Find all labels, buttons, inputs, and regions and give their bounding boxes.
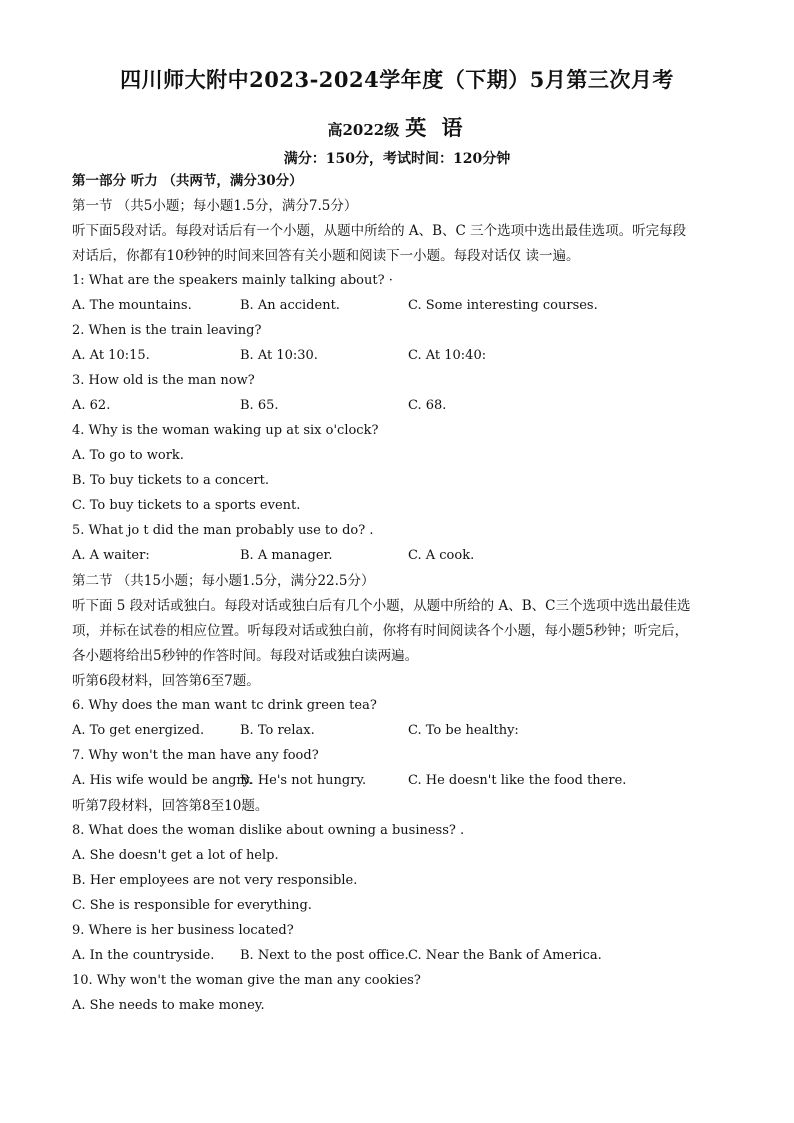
option-b: B. To buy tickets to a concert.	[72, 473, 269, 488]
option-b: B. To relax.	[240, 723, 315, 738]
option-c: C. A cook.	[408, 548, 475, 563]
section2-heading: 第二节 （共15小题；每小题1.5分，满分22.5分）	[72, 573, 375, 589]
question-10: 10. Why won't the woman give the man any cookies?	[72, 973, 421, 988]
question-2: 2. When is the train leaving?	[72, 323, 262, 338]
option-a: A. In the countryside.	[72, 948, 215, 963]
question-3: 3. How old is the man now?	[72, 373, 255, 388]
grade-label: 高2022级	[327, 121, 400, 139]
section2-instructions-1: 听下面 5 段对话或独白。每段对话或独白后有几个小题，从题中所给的 A、B、C三个选项中选出最佳选	[72, 598, 691, 614]
section1-heading: 第一节 （共5小题；每小题1.5分，满分7.5分）	[72, 198, 358, 214]
exam-title: 四川师大附中2023-2024学年度（下期）5月第三次月考	[120, 67, 674, 92]
option-c: C. At 10:40:	[408, 348, 487, 363]
exam-subtitle	[0, 112, 794, 142]
question-8: 8. What does the woman dislike about owning a business? .	[72, 823, 465, 838]
option-b: B. Next to the post office.	[240, 948, 409, 963]
material-7-instruction: 听第7段材料，回答第8至10题。	[72, 798, 269, 814]
question-7: 7. Why won't the man have any food?	[72, 748, 319, 763]
option-a: A. To go to work.	[72, 448, 184, 463]
option-c: C. Some interesting courses.	[408, 298, 598, 313]
option-a: A. His wife would be angry.	[72, 773, 253, 788]
question-5: 5. What jo t did the man probably use to do? .	[72, 523, 374, 538]
subject-label: 英 语	[405, 115, 467, 140]
question-4: 4. Why is the woman waking up at six o'clock?	[72, 423, 379, 438]
option-b: B. At 10:30.	[240, 348, 318, 363]
exam-meta: 满分：150分，考试时间：120分钟	[283, 151, 511, 167]
option-a: A. The mountains.	[72, 298, 192, 313]
option-c: C. 68.	[408, 398, 447, 413]
option-b: B. An accident.	[240, 298, 340, 313]
option-b: B. Her employees are not very responsible.	[72, 873, 358, 888]
part1-heading: 第一部分 听力 （共两节，满分30分）	[72, 173, 303, 189]
option-a: A. 62.	[72, 398, 111, 413]
option-b: B. 65.	[240, 398, 279, 413]
section2-instructions-2: 项，并标在试卷的相应位置。听每段对话或独白前，你将有时间阅读各个小题，每小题5秒钟；听完后，	[72, 623, 689, 639]
material-6-instruction: 听第6段材料，回答第6至7题。	[72, 673, 260, 689]
option-c: C. Near the Bank of America.	[408, 948, 602, 963]
option-a: A. She doesn't get a lot of help.	[72, 848, 279, 863]
question-1: 1: What are the speakers mainly talking about? ·	[72, 273, 393, 288]
option-a: A. At 10:15.	[72, 348, 150, 363]
option-c: C. To buy tickets to a sports event.	[72, 498, 301, 513]
section1-instructions-2: 对话后，你都有10秒钟的时间来回答有关小题和阅读下一小题。每段对话仅 读一遍。	[72, 248, 580, 264]
option-a: A. She needs to make money.	[72, 998, 265, 1013]
option-b: B. He's not hungry.	[240, 773, 367, 788]
section2-instructions-3: 各小题将给出5秒钟的作答时间。每段对话或独白读两遍。	[72, 648, 419, 664]
section1-instructions-1: 听下面5段对话。每段对话后有一个小题，从题中所给的 A、B、C 三个选项中选出最佳选项。听完每段	[72, 223, 687, 239]
option-a: A. A waiter:	[72, 548, 150, 563]
option-b: B. A manager.	[240, 548, 333, 563]
option-c: C. To be healthy:	[408, 723, 519, 738]
option-c: C. He doesn't like the food there.	[408, 773, 627, 788]
option-a: A. To get energized.	[72, 723, 205, 738]
option-c: C. She is responsible for everything.	[72, 898, 312, 913]
question-6: 6. Why does the man want tc drink green tea?	[72, 698, 377, 713]
question-9: 9. Where is her business located?	[72, 923, 294, 938]
